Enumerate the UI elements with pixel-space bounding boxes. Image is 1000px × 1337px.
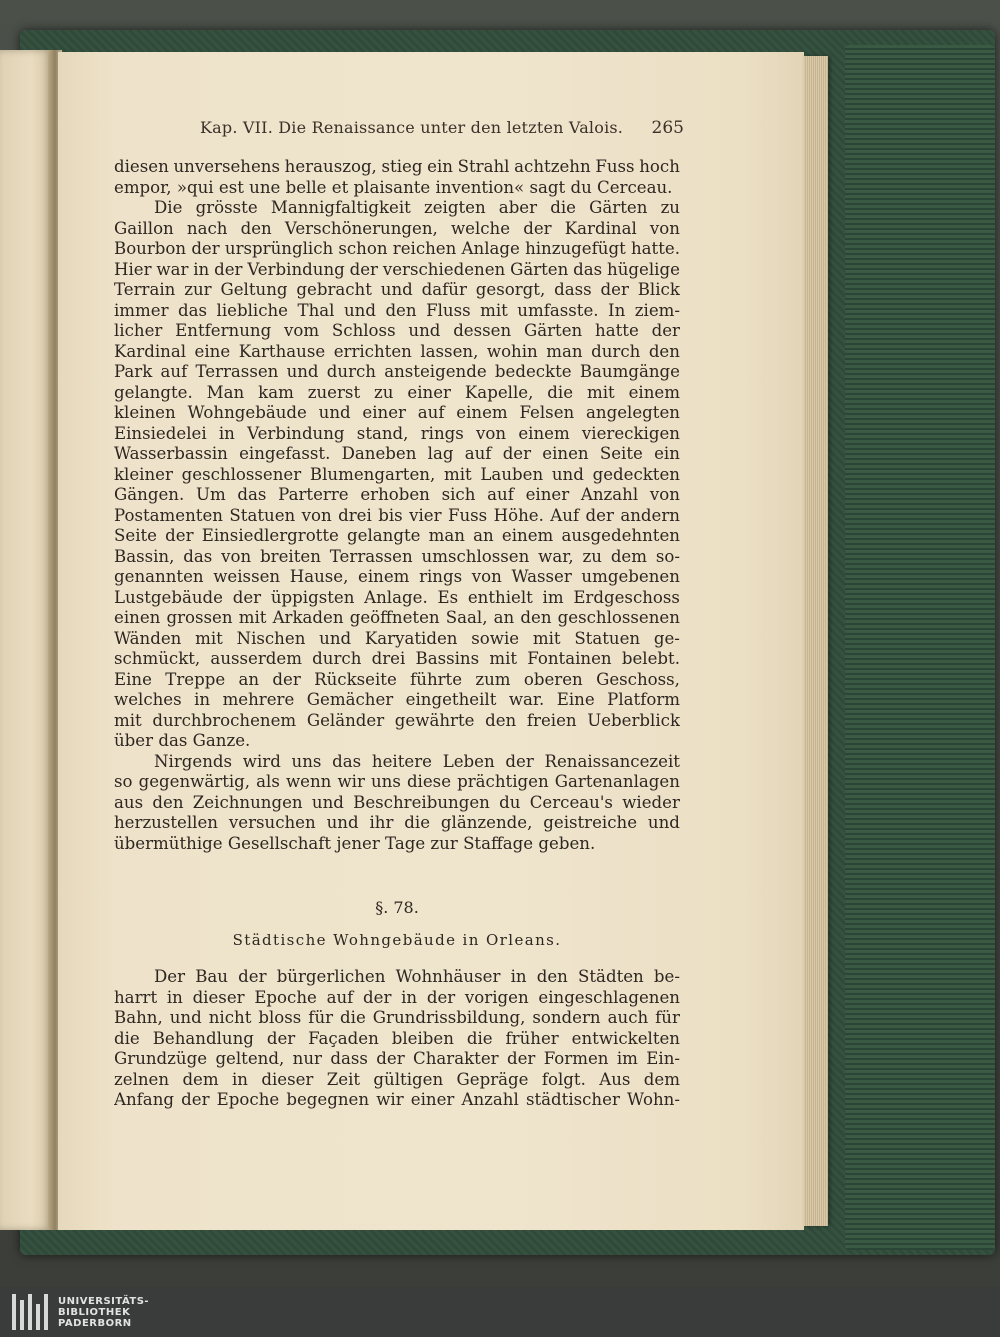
text-line: Wänden mit Nischen und Karyatiden sowie mit Statuen ge- (114, 628, 680, 648)
text-line: licher Entfernung vom Schloss und dessen Gärten hatte der (114, 321, 680, 340)
section-number: §. 78. (375, 898, 419, 917)
text-line: Der Bau der bürgerlichen Wohnhäuser in den Städten be- (154, 967, 680, 986)
page-edges (804, 56, 828, 1226)
text-line: kleinen Wohngebäude und einer auf einem Felsen angelegten (114, 403, 680, 422)
text-line: Park auf Terrassen und durch ansteigende bedeckte Baumgänge (114, 362, 680, 381)
text-line: Kardinal eine Karthause errichten lassen, wohin man durch den (114, 341, 680, 361)
text-line: kleiner geschlossener Blumengarten, mit Lauben und gedeckten (114, 464, 680, 484)
library-logo-icon (12, 1294, 48, 1330)
text-line: Nirgends wird uns das heitere Leben der Renaissancezeit (154, 751, 680, 771)
text-line: Eine Treppe an der Rückseite führte zum oberen Geschoss, (114, 669, 680, 689)
text-line: Die grösste Mannigfaltigkeit zeigten aber die Gärten zu (154, 198, 680, 217)
cover-edge (845, 45, 995, 1250)
text-line: genannten weissen Hause, einem rings von Wasser umgebenen (114, 567, 680, 586)
library-footer (0, 1287, 1000, 1337)
text-line: Grundzüge geltend, nur dass der Charakter der Formen im Ein- (114, 1049, 680, 1068)
text-line: Bourbon der ursprünglich schon reichen Anlage hinzugefügt hatte. (114, 239, 680, 258)
text-line: Terrain zur Geltung gebracht und dafür gesorgt, dass der Blick (114, 280, 680, 299)
text-line: empor, »qui est une belle et plaisante invention« sagt du Cerceau. (114, 177, 673, 197)
text-line: mit durchbrochenem Geländer gewährte den freien Ueberblick (114, 710, 680, 730)
text-line: Bahn, und nicht bloss für die Grundrissbildung, sondern auch für (114, 1008, 680, 1027)
text-line: Wasserbassin eingefasst. Daneben lag auf der einen Seite ein (114, 444, 680, 463)
text-line: zelnen dem in dieser Zeit gültigen Gepräge folgt. Aus dem (114, 1069, 680, 1089)
library-name-line2: BIBLIOTHEK (58, 1306, 131, 1318)
library-name-line3: PADERBORN (58, 1317, 132, 1329)
text-line: Lustgebäude der üppigsten Anlage. Es enthielt im Erdgeschoss (114, 587, 680, 607)
text-line: über das Ganze. (114, 731, 251, 750)
text-line: Hier war in der Verbindung der verschiedenen Gärten das hügelige (114, 259, 680, 279)
text-line: Seite der Einsiedlergrotte gelangte man an einem ausgedehnten (114, 526, 680, 545)
text-line: Postamenten Statuen von drei bis vier Fuss Höhe. Auf der andern (114, 505, 680, 525)
text-line: schmückt, ausserdem durch drei Bassins mit Fontainen belebt. (114, 649, 680, 668)
text-line: so gegenwärtig, als wenn wir uns diese prächtigen Gartenanlagen (114, 772, 680, 791)
library-name-line1: UNIVERSITÄTS- (58, 1295, 150, 1307)
library-name (58, 1296, 149, 1329)
text-line: immer das liebliche Thal und den Fluss mit umfasste. In ziem- (114, 300, 680, 320)
text-line: Gaillon nach den Verschönerungen, welche der Kardinal von (114, 218, 680, 238)
text-line: übermüthige Gesellschaft jener Tage zur Staffage geben. (114, 833, 596, 853)
page-header (140, 118, 684, 138)
running-head: Kap. VII. Die Renaissance unter den letzten Valois. (200, 118, 624, 137)
text-line: Einsiedelei in Verbindung stand, rings von einem viereckigen (114, 423, 680, 443)
page-number: 265 (651, 118, 684, 138)
body-text (114, 157, 680, 854)
text-line: Anfang der Epoche begegnen wir einer Anzahl städtischer Wohn- (114, 1090, 680, 1109)
text-line: Bassin, das von breiten Terrassen umschlossen war, zu dem so- (114, 546, 680, 566)
text-line: diesen unversehens herauszog, stieg ein Strahl achtzehn Fuss hoch (114, 157, 680, 176)
left-page-edge (0, 50, 52, 1230)
text-line: harrt in dieser Epoche auf der in der vorigen eingeschlagenen (114, 987, 680, 1007)
text-line: gelangte. Man kam zuerst zu einer Kapelle, die mit einem (114, 382, 680, 402)
text-line: einen grossen mit Arkaden geöffneten Saal, an den geschlossenen (114, 608, 680, 627)
section-title: Städtische Wohngebäude in Orleans. (232, 931, 562, 949)
section-text (114, 967, 680, 1111)
text-line: welches in mehrere Gemächer eingetheilt war. Eine Platform (114, 690, 680, 709)
text-line: herzustellen versuchen und ihr die glänzende, geistreiche und (114, 813, 680, 832)
text-line: Gängen. Um das Parterre erhoben sich auf einer Anzahl von (114, 485, 680, 504)
text-line: aus den Zeichnungen und Beschreibungen du Cerceau's wieder (114, 792, 680, 812)
text-line: die Behandlung der Façaden bleiben die früher entwickelten (114, 1028, 680, 1048)
